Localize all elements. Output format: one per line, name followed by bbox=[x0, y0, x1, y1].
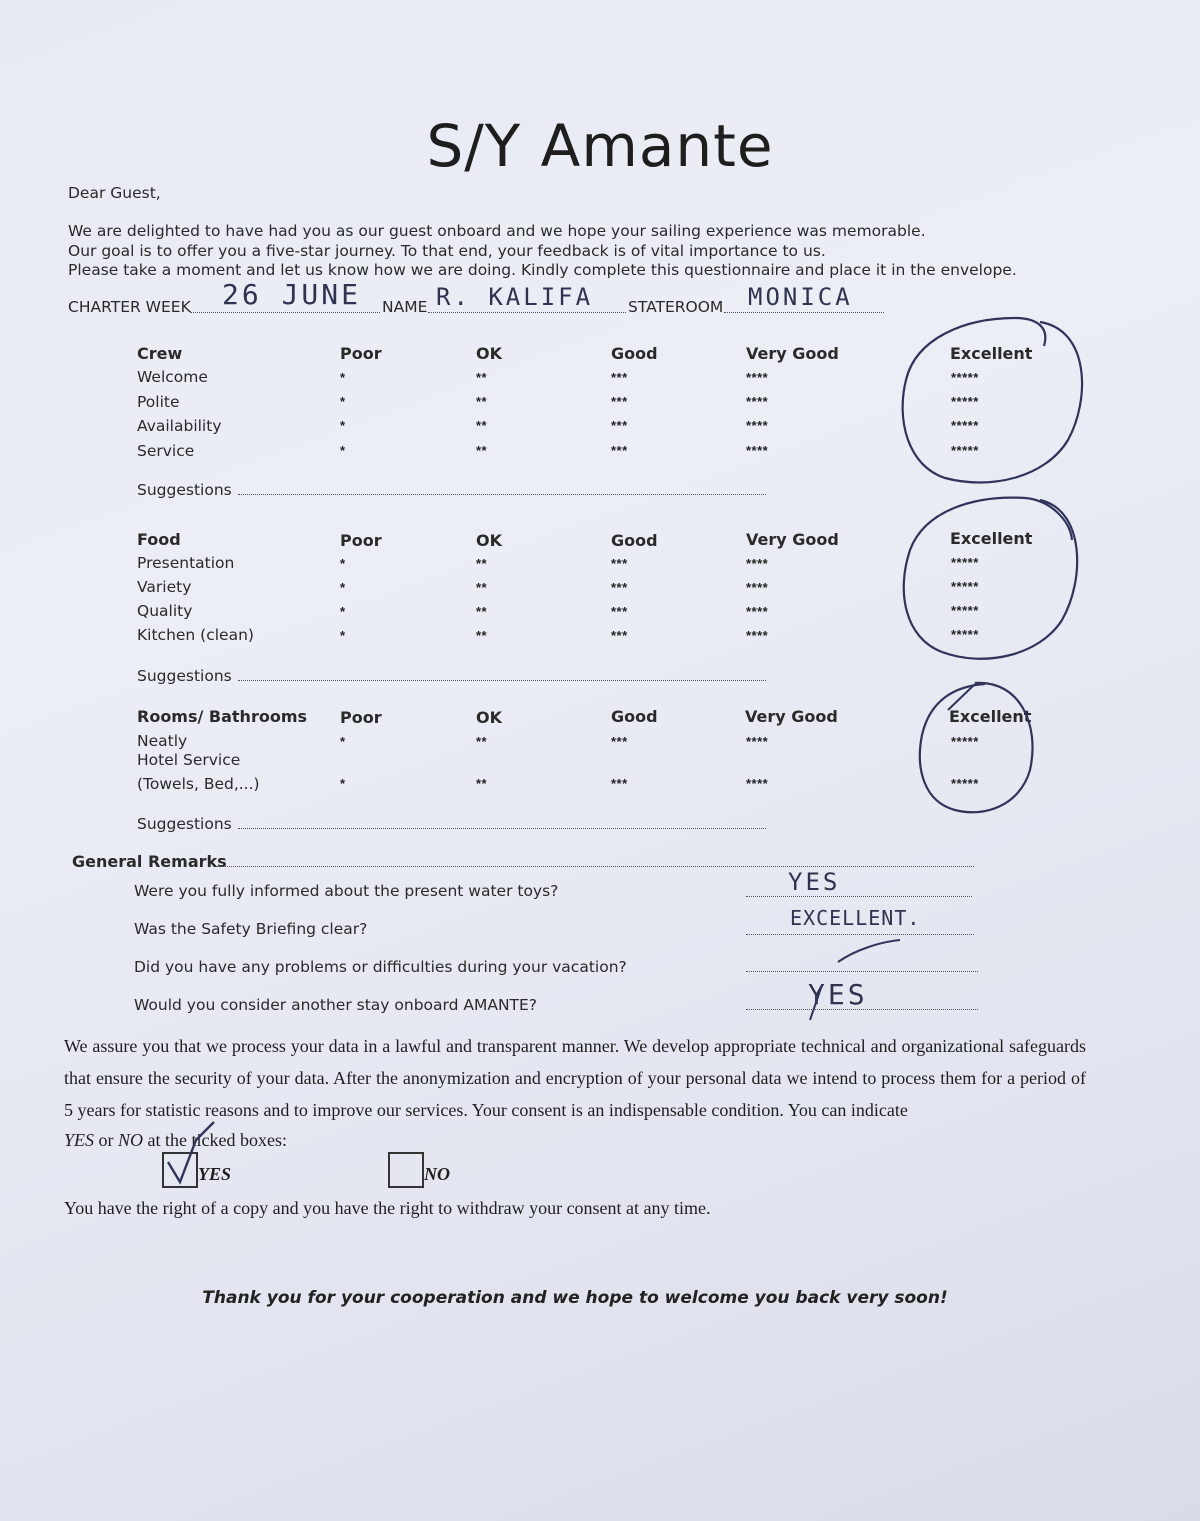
consent-yes-label: YES bbox=[198, 1164, 232, 1184]
rating-good[interactable]: *** bbox=[611, 776, 628, 791]
rating-ok[interactable]: ** bbox=[476, 580, 488, 595]
col-poor: Poor bbox=[340, 708, 382, 727]
rating-good[interactable]: *** bbox=[611, 394, 628, 409]
section-heading: Crew bbox=[137, 344, 183, 363]
question-label: Did you have any problems or difficulties during your vacation? bbox=[134, 958, 627, 976]
name-label: NAME bbox=[382, 298, 428, 316]
rating-item-label: (Towels, Bed,...) bbox=[137, 775, 260, 793]
name-field[interactable]: R. KALIFA bbox=[436, 283, 594, 311]
pen-stroke bbox=[810, 985, 822, 1020]
rating-ok[interactable]: ** bbox=[476, 604, 488, 619]
rating-item-label: Availability bbox=[137, 417, 222, 435]
rating-poor[interactable]: * bbox=[340, 556, 346, 571]
rating-excellent[interactable]: ***** bbox=[951, 555, 979, 570]
rating-item-label: Hotel Service bbox=[137, 751, 241, 769]
rating-very-good[interactable]: **** bbox=[746, 418, 769, 433]
rating-item-label: Kitchen (clean) bbox=[137, 626, 254, 644]
rating-poor[interactable]: * bbox=[340, 443, 346, 458]
rating-good[interactable]: *** bbox=[611, 604, 628, 619]
col-good: Good bbox=[611, 344, 658, 363]
pen-stroke bbox=[838, 940, 900, 962]
rating-very-good[interactable]: **** bbox=[746, 370, 769, 385]
rating-good[interactable]: *** bbox=[611, 734, 628, 749]
charter-week-field[interactable]: 26 JUNE bbox=[222, 278, 362, 311]
answer-field[interactable]: YES bbox=[808, 978, 868, 1011]
consent-paragraph: We assure you that we process your data in a lawful and transparent manner. We develop appropriate technical and organizational safeguards that ensure the security of your data. After the anonymization and encryption of your personal data we intend to process them for a period of 5 years for statistic reasons and to improve our services. Your consent is an indispensable condition. You can indicate bbox=[64, 1036, 1086, 1120]
rating-excellent[interactable]: ***** bbox=[951, 603, 979, 618]
excellent-circle-food bbox=[904, 498, 1077, 659]
rating-excellent[interactable]: ***** bbox=[951, 443, 979, 458]
section-heading: Rooms/ Bathrooms bbox=[137, 707, 308, 726]
rating-item-label: Service bbox=[137, 442, 195, 460]
rating-item-label: Quality bbox=[137, 602, 193, 620]
rating-item-label: Presentation bbox=[137, 554, 235, 572]
rating-excellent[interactable]: ***** bbox=[951, 579, 979, 594]
rating-ok[interactable]: ** bbox=[476, 776, 488, 791]
rating-very-good[interactable]: **** bbox=[746, 734, 769, 749]
rating-poor[interactable]: * bbox=[340, 628, 346, 643]
consent-no-label: NO bbox=[424, 1164, 450, 1184]
col-ok: OK bbox=[476, 708, 502, 727]
rating-poor[interactable]: * bbox=[340, 580, 346, 595]
col-very-good: Very Good bbox=[745, 707, 838, 726]
stateroom-label: STATEROOM bbox=[628, 298, 724, 316]
rating-good[interactable]: *** bbox=[611, 370, 628, 385]
rating-excellent[interactable]: ***** bbox=[951, 627, 979, 642]
rating-excellent[interactable]: ***** bbox=[951, 418, 979, 433]
charter-week-label: CHARTER WEEK bbox=[68, 298, 191, 316]
rating-poor[interactable]: * bbox=[340, 418, 346, 433]
rating-good[interactable]: *** bbox=[611, 628, 628, 643]
checkmark-icon bbox=[168, 1122, 214, 1182]
col-excellent: Excellent bbox=[950, 529, 1033, 548]
rating-very-good[interactable]: **** bbox=[746, 556, 769, 571]
rating-good[interactable]: *** bbox=[611, 418, 628, 433]
col-very-good: Very Good bbox=[746, 344, 839, 363]
consent-rights: You have the right of a copy and you have the right to withdraw your consent at any time. bbox=[64, 1198, 711, 1218]
section-heading: Food bbox=[137, 530, 181, 549]
rating-excellent[interactable]: ***** bbox=[951, 370, 979, 385]
rating-excellent[interactable]: ***** bbox=[951, 734, 979, 749]
answer-field[interactable]: EXCELLENT. bbox=[790, 906, 921, 930]
rating-poor[interactable]: * bbox=[340, 776, 346, 791]
rating-poor[interactable]: * bbox=[340, 370, 346, 385]
rating-very-good[interactable]: **** bbox=[746, 394, 769, 409]
general-remarks-label: General Remarks bbox=[72, 852, 227, 871]
rating-ok[interactable]: ** bbox=[476, 418, 488, 433]
rating-good[interactable]: *** bbox=[611, 580, 628, 595]
col-excellent: Excellent bbox=[950, 344, 1033, 363]
col-good: Good bbox=[611, 531, 658, 550]
closing-thanks: Thank you for your cooperation and we hope to welcome you back very soon! bbox=[202, 1288, 948, 1308]
rating-ok[interactable]: ** bbox=[476, 556, 488, 571]
rating-item-label: Neatly bbox=[137, 732, 188, 750]
suggestions-label: Suggestions bbox=[137, 815, 232, 833]
rating-excellent[interactable]: ***** bbox=[951, 394, 979, 409]
rating-poor[interactable]: * bbox=[340, 394, 346, 409]
rating-item-label: Variety bbox=[137, 578, 192, 596]
rating-poor[interactable]: * bbox=[340, 604, 346, 619]
rating-very-good[interactable]: **** bbox=[746, 604, 769, 619]
rating-ok[interactable]: ** bbox=[476, 370, 488, 385]
question-label: Were you fully informed about the present water toys? bbox=[134, 882, 559, 900]
rating-good[interactable]: *** bbox=[611, 443, 628, 458]
suggestions-label: Suggestions bbox=[137, 667, 232, 685]
excellent-circle-rooms bbox=[920, 683, 1033, 812]
col-very-good: Very Good bbox=[746, 530, 839, 549]
col-excellent: Excellent bbox=[949, 707, 1032, 726]
rating-ok[interactable]: ** bbox=[476, 394, 488, 409]
rating-item-label: Polite bbox=[137, 393, 180, 411]
document-title: S/Y Amante bbox=[426, 112, 774, 180]
stateroom-field[interactable]: MONICA bbox=[748, 283, 853, 311]
consent-instruction: YES or NO at the ticked boxes: bbox=[64, 1130, 287, 1150]
intro-line: Please take a moment and let us know how we are doing. Kindly complete this questionnaire and place it in the envelope. bbox=[68, 261, 1017, 279]
rating-very-good[interactable]: **** bbox=[746, 628, 769, 643]
question-label: Was the Safety Briefing clear? bbox=[134, 920, 368, 938]
rating-very-good[interactable]: **** bbox=[746, 776, 769, 791]
rating-very-good[interactable]: **** bbox=[746, 580, 769, 595]
intro-line: We are delighted to have had you as our guest onboard and we hope your sailing experience was memorable. bbox=[68, 222, 926, 240]
suggestions-label: Suggestions bbox=[137, 481, 232, 499]
question-label: Would you consider another stay onboard AMANTE? bbox=[134, 996, 538, 1014]
answer-field[interactable]: YES bbox=[788, 868, 841, 896]
col-poor: Poor bbox=[340, 531, 382, 550]
rating-ok[interactable]: ** bbox=[476, 443, 488, 458]
rating-item-label: Welcome bbox=[137, 368, 208, 386]
col-ok: OK bbox=[476, 344, 502, 363]
greeting: Dear Guest, bbox=[68, 184, 161, 202]
rating-ok[interactable]: ** bbox=[476, 734, 488, 749]
rating-excellent[interactable]: ***** bbox=[951, 776, 979, 791]
rating-very-good[interactable]: **** bbox=[746, 443, 769, 458]
intro-line: Our goal is to offer you a five-star journey. To that end, your feedback is of vital importance to us. bbox=[68, 242, 826, 260]
rating-ok[interactable]: ** bbox=[476, 628, 488, 643]
col-good: Good bbox=[611, 707, 658, 726]
col-ok: OK bbox=[476, 531, 502, 550]
rating-good[interactable]: *** bbox=[611, 556, 628, 571]
excellent-circle-crew bbox=[903, 318, 1082, 482]
col-poor: Poor bbox=[340, 344, 382, 363]
rating-poor[interactable]: * bbox=[340, 734, 346, 749]
